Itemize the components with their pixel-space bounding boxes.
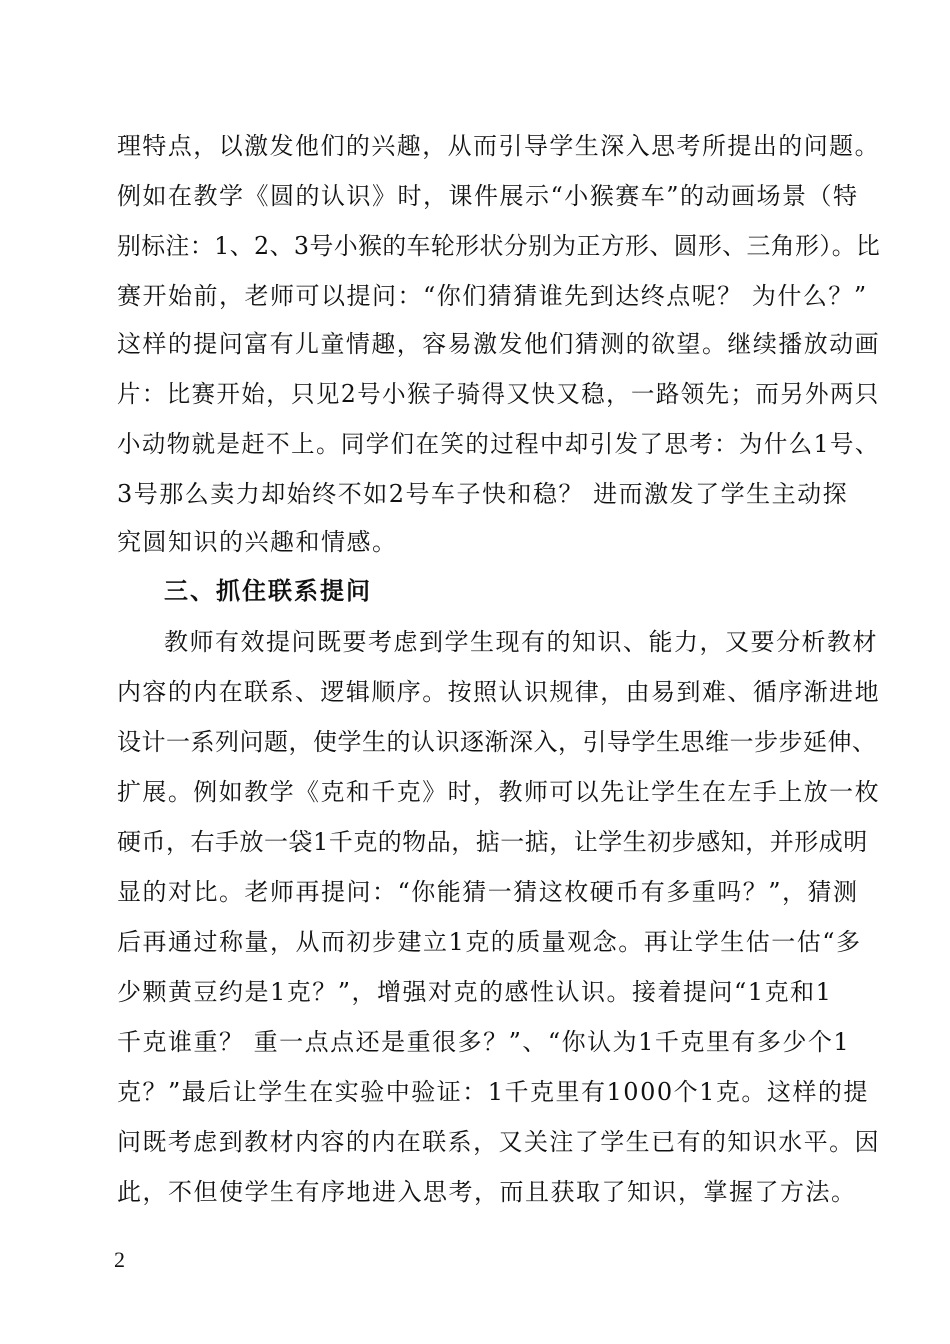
body-text-line: 后再通过称量，从而初步建立1克的质量观念。再让学生估一估“多 — [117, 928, 862, 956]
body-text-line: 例如在教学《圆的认识》时，课件展示“小猴赛车”的动画场景（特 — [117, 182, 859, 210]
body-text-line: 3号那么卖力却始终不如2号车子快和稳？ 进而激发了学生主动探 — [117, 480, 849, 508]
body-text-line: 设计一系列问题，使学生的认识逐渐深入，引导学生思维一步步延伸、 — [117, 728, 877, 756]
body-text-line: 片：比赛开始，只见2号小猴子骑得又快又稳，一路领先；而另外两只 — [117, 380, 880, 408]
body-text-line: 小动物就是赶不上。同学们在笑的过程中却引发了思考：为什么1号、 — [117, 430, 880, 458]
body-text-line: 此，不但使学生有序地进入思考，而且获取了知识，掌握了方法。 — [117, 1178, 857, 1206]
body-text-line: 内容的内在联系、逻辑顺序。按照认识规律，由易到难、循序渐进地 — [117, 678, 881, 706]
body-text-line: 硬币，右手放一袋1千克的物品，掂一掂，让学生初步感知，并形成明 — [117, 828, 868, 856]
body-text-line: 显的对比。老师再提问：“你能猜一猜这枚硬币有多重吗？”，猜测 — [117, 878, 859, 906]
body-text-line: 扩展。例如教学《克和千克》时，教师可以先让学生在左手上放一枚 — [117, 778, 881, 806]
page-number: 2 — [114, 1247, 125, 1272]
body-text-line: 教师有效提问既要考虑到学生现有的知识、能力，又要分析教材 — [164, 628, 878, 656]
body-text-line: 少颗黄豆约是1克？”，增强对克的感性认识。接着提问“1克和1 — [117, 978, 833, 1006]
body-text-line: 克？”最后让学生在实验中验证：1千克里有1000个1克。这样的提 — [117, 1078, 869, 1106]
body-text-line: 这样的提问富有儿童情趣，容易激发他们猜测的欲望。继续播放动画 — [117, 330, 881, 358]
section-heading: 三、抓住联系提问 — [164, 577, 372, 605]
body-text-line: 理特点，以激发他们的兴趣，从而引导学生深入思考所提出的问题。 — [117, 132, 881, 160]
body-text-line: 千克谁重？ 重一点点还是重很多？”、“你认为1千克里有多少个1 — [117, 1028, 851, 1056]
body-text-line: 赛开始前，老师可以提问：“你们猜猜谁先到达终点呢？ 为什么？” — [117, 282, 868, 310]
body-text-line: 别标注：1、2、3号小猴的车轮形状分别为正方形、圆形、三角形）。比 — [117, 232, 881, 260]
body-text-line: 究圆知识的兴趣和情感。 — [117, 528, 398, 556]
body-text-line: 问既考虑到教材内容的内在联系，又关注了学生已有的知识水平。因 — [117, 1128, 881, 1156]
